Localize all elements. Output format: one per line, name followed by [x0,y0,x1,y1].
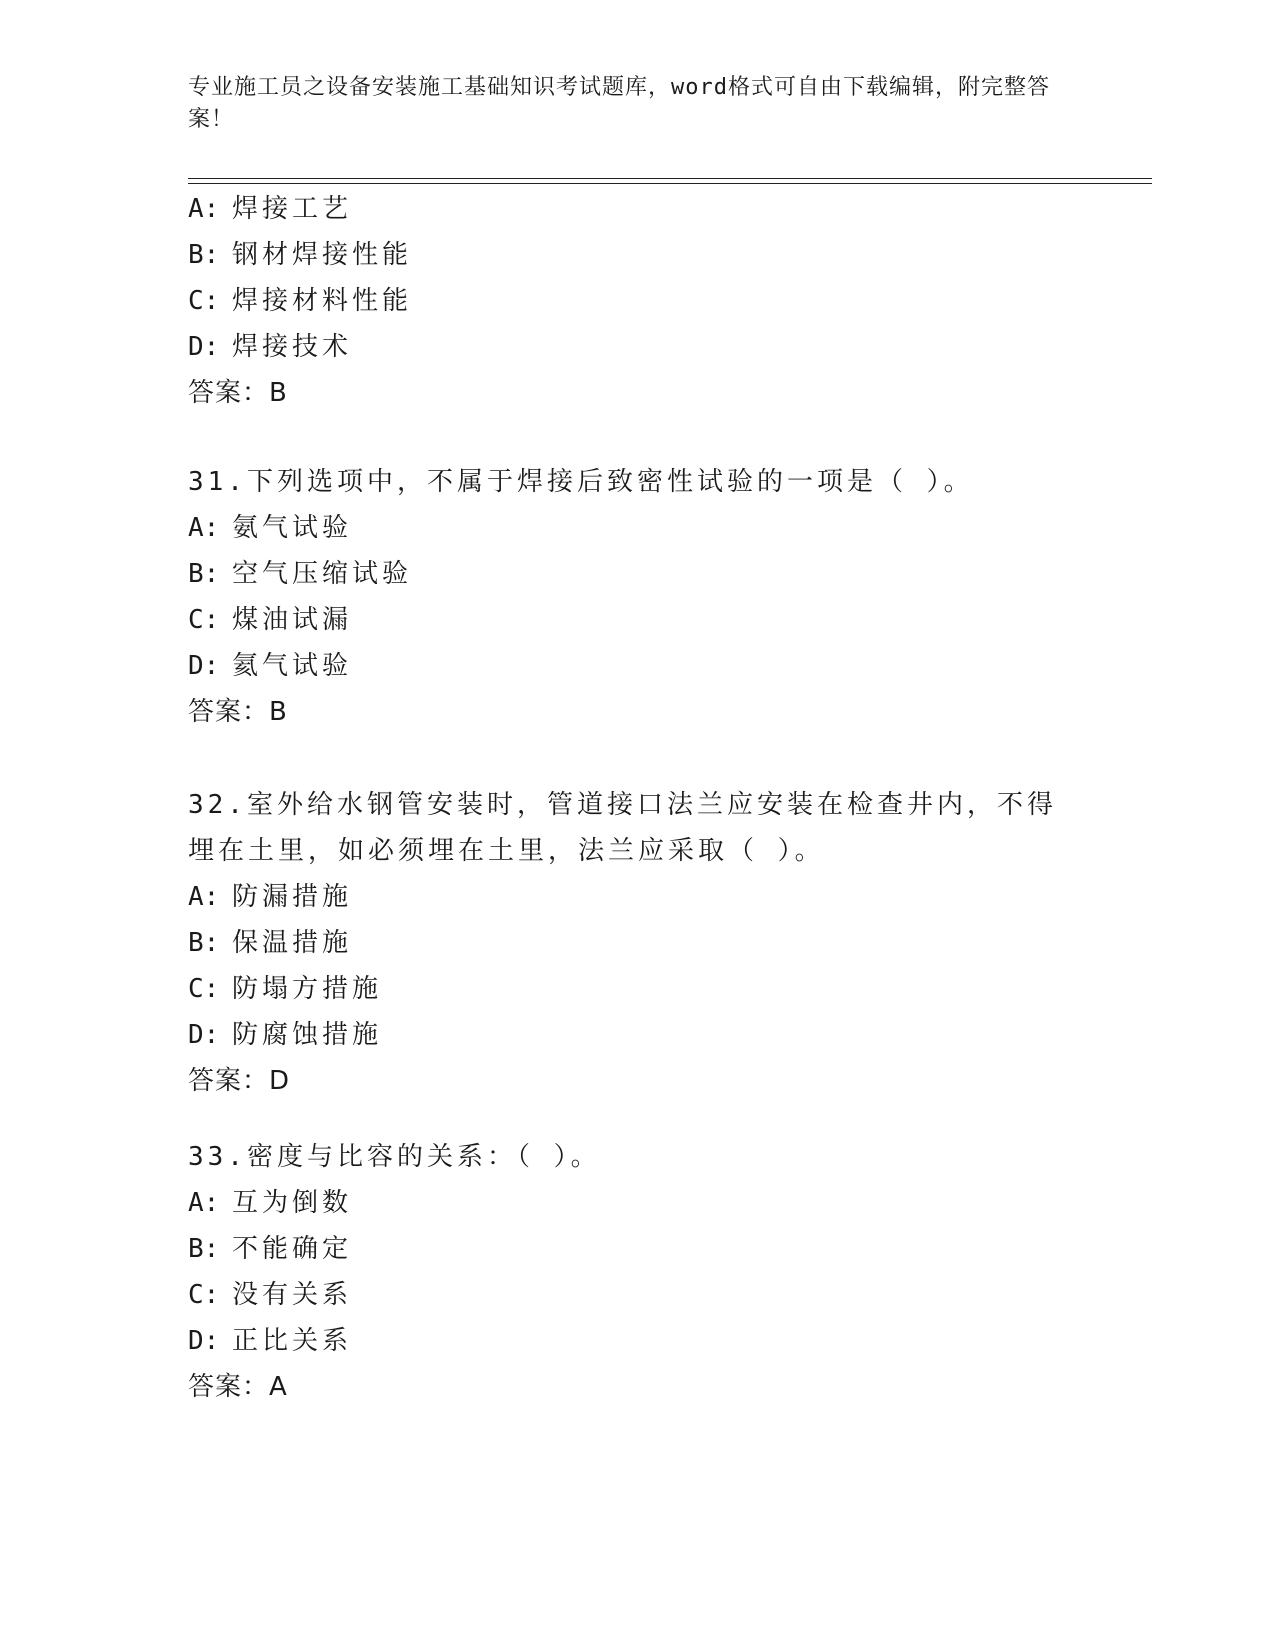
option-b: B: 保温措施 [188,928,353,958]
option-d: D: 焊接技术 [188,332,353,362]
header-divider-bottom [188,183,1152,184]
question-32 [188,782,1068,1104]
option-a: A: 防漏措施 [188,882,353,912]
option-c: C: 煤油试漏 [188,605,353,635]
option-d: D: 正比关系 [188,1326,353,1356]
document-header: 专业施工员之设备安装施工基础知识考试题库，word格式可自由下载编辑，附完整答案！ [188,75,1050,132]
question-stem: 31.下列选项中，不属于焊接后致密性试验的一项是（ ）。 [188,467,974,497]
option-a: A: 互为倒数 [188,1188,353,1218]
answer-line: 答案：D [188,1066,291,1096]
option-d: D: 氦气试验 [188,651,353,681]
option-a: A: 焊接工艺 [188,194,353,224]
question-30-tail [188,186,1088,416]
answer-line: 答案：B [188,697,288,727]
option-c: C: 焊接材料性能 [188,286,413,316]
option-b: B: 钢材焊接性能 [188,240,413,270]
option-d: D: 防腐蚀措施 [188,1020,383,1050]
option-b: B: 不能确定 [188,1234,353,1264]
answer-line: 答案：A [188,1372,288,1402]
question-33 [188,1134,1088,1410]
header-divider-top [188,178,1152,179]
option-a: A: 氨气试验 [188,513,353,543]
question-stem: 32.室外给水钢管安装时，管道接口法兰应安装在检查井内，不得埋在土里，如必须埋在土里，法兰应采取（ ）。 [188,790,1057,866]
option-c: C: 防塌方措施 [188,974,383,1004]
question-stem: 33.密度与比容的关系：（ ）。 [188,1142,601,1172]
question-31 [188,459,1088,735]
option-c: C: 没有关系 [188,1280,353,1310]
answer-line: 答案：B [188,378,288,408]
option-b: B: 空气压缩试验 [188,559,413,589]
